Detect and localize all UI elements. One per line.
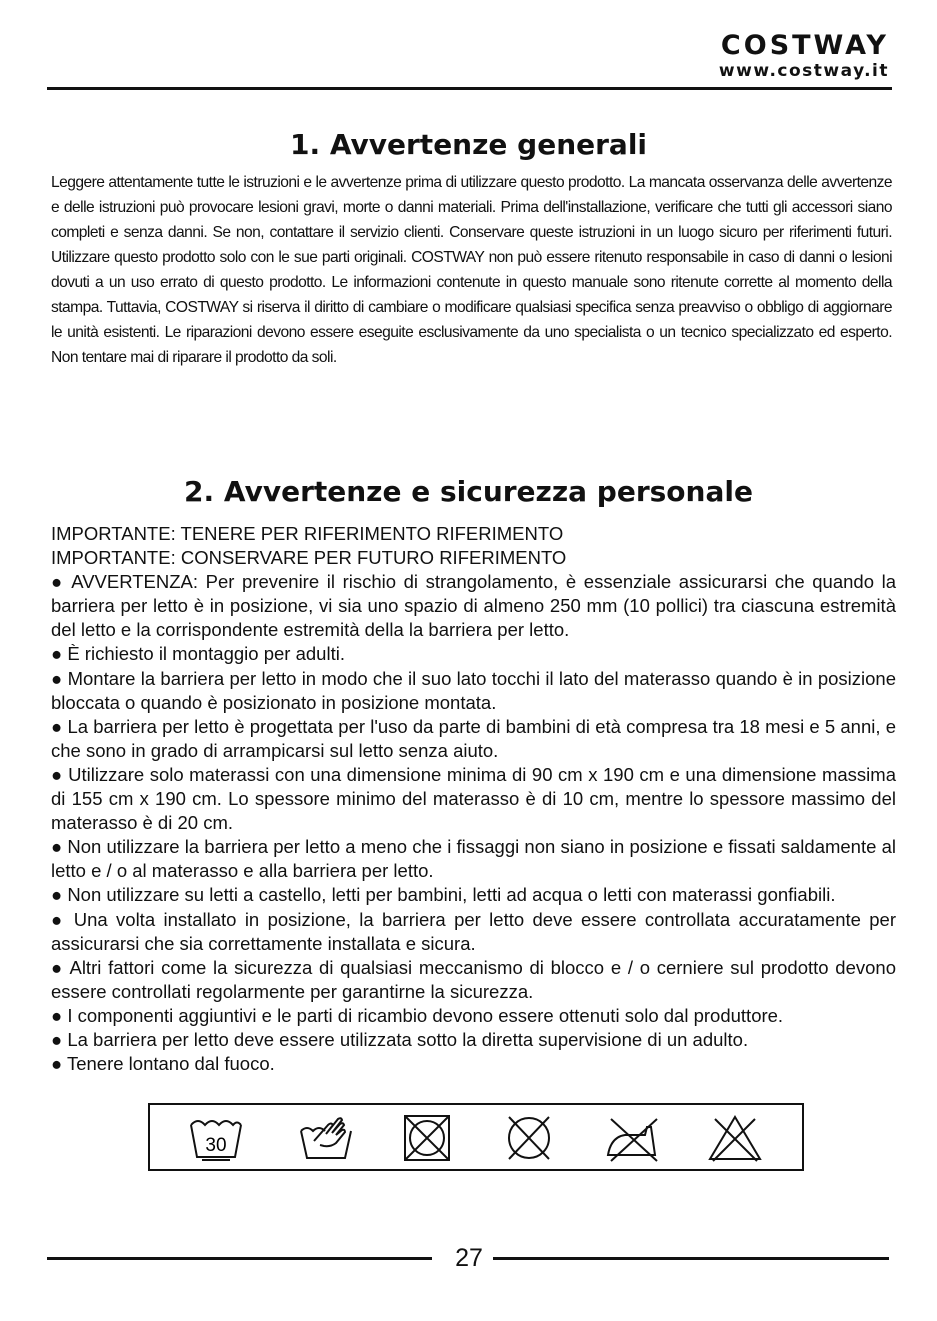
warning-spare-parts: ● I componenti aggiuntivi e le parti di ricambio devono essere ottenuti solo dal produttore. bbox=[51, 1004, 784, 1026]
warning-fixings: ● Non utilizzare la barriera per letto a meno che i fissaggi non siano in posizione e fissati saldamente al letto e / o al materasso e alla barriera per letto. bbox=[51, 836, 896, 882]
warning-strangulation: ● AVVERTENZA: Per prevenire il rischio di strangolamento, è essenziale assicurarsi che quando la barriera per letto è in posizione, vi sia uno spazio di almeno 250 mm (10 pollici) tra ciascuna estremità del letto e la corrispondente estremità della la barriera per letto. bbox=[51, 571, 896, 641]
warning-locking-mechanism: ● Altri fattori come la sicurezza di qualsiasi meccanismo di blocco e / o cerniere sul prodotto devono essere controllati regolarmente per garantirne la sicurezza. bbox=[51, 956, 896, 1002]
care-symbols-box bbox=[148, 1103, 804, 1171]
wash-temperature: 30 bbox=[205, 1135, 227, 1156]
section-2-title: 2. Avvertenze e sicurezza personale bbox=[184, 475, 753, 508]
page-number: 27 bbox=[455, 1244, 483, 1272]
wash-30-icon bbox=[188, 1113, 244, 1163]
no-iron-icon bbox=[603, 1113, 663, 1163]
warning-installation-check: ● Una volta installato in posizione, la barriera per letto deve essere controllata accuratamente per assicurarsi che sia correttamente installata e sicura. bbox=[51, 908, 896, 954]
warning-adult-assembly: ● È richiesto il montaggio per adulti. bbox=[51, 643, 345, 665]
warning-bed-types: ● Non utilizzare su letti a castello, letti per bambini, letti ad acqua o letti con materassi gonfiabili. bbox=[51, 884, 836, 906]
important-line-2: IMPORTANTE: CONSERVARE PER FUTURO RIFERIMENTO bbox=[51, 547, 567, 569]
header-divider bbox=[47, 87, 892, 90]
warning-supervision: ● La barriera per letto deve essere utilizzata sotto la diretta supervisione di un adulto. bbox=[51, 1028, 749, 1050]
important-line-1: IMPORTANTE: TENERE PER RIFERIMENTO RIFERIMENTO bbox=[51, 523, 564, 544]
brand-logo bbox=[719, 32, 889, 82]
warning-age-range: ● La barriera per letto è progettata per l'uso da parte di bambini di età compresa tra 18 mesi e 5 anni, e che sono in grado di arrampicarsi sul letto senza aiuto. bbox=[51, 715, 896, 761]
section-2-body bbox=[51, 522, 896, 1076]
warning-mattress-size: ● Utilizzare solo materassi con una dimensione minima di 90 cm x 190 cm e una dimensione massima di 155 cm x 190 cm. Lo spessore minimo del materasso è di 10 cm, mentre lo spessore massimo del materasso è di 20 cm. bbox=[51, 763, 896, 834]
brand-url: www.costway.it bbox=[718, 61, 889, 81]
no-bleach-icon bbox=[705, 1113, 765, 1163]
general-warnings-paragraph: Leggere attentamente tutte le istruzioni e le avvertenze prima di utilizzare questo prodotto. La mancata osservanza delle avvertenze e delle istruzioni può provocare lesioni gravi, morte o danni materiali. Prima dell'installazione, verificare che tutti gli accessori siano completi e senza danni. Se non, contattare il servizio clienti. Conservare queste istruzioni in un luogo sicuro per riferimenti futuri. Utilizzare questo prodotto solo con le sue parti originali. COSTWAY non può essere ritenuto responsabile in caso di danni o lesioni dovuti a un uso errato di questo prodotto. Le informazioni contenute in questo manuale sono ritenute corrette al momento della stampa. Tuttavia, COSTWAY si riserva il diritto di cambiare o modificare qualsiasi specifica senza preavviso o obbligo di aggiornare le unità esistenti. Le riparazioni devono essere eseguite esclusivamente da uno specialista o un tecnico specializzato ed esperto. Non tentare mai di riparare il prodotto da soli. bbox=[51, 174, 892, 366]
no-dry-clean-icon bbox=[502, 1113, 558, 1163]
warning-fire: ● Tenere lontano dal fuoco. bbox=[51, 1053, 275, 1075]
hand-wash-icon bbox=[298, 1113, 354, 1163]
brand-name: COSTWAY bbox=[720, 30, 889, 61]
footer-rule-left bbox=[47, 1257, 432, 1260]
section-1-body bbox=[51, 170, 892, 370]
section-1-title: 1. Avvertenze generali bbox=[289, 128, 648, 161]
no-tumble-dry-icon bbox=[400, 1113, 456, 1163]
footer-rule-right bbox=[493, 1257, 889, 1260]
warning-mounting: ● Montare la barriera per letto in modo che il suo lato tocchi il lato del materasso quando è in posizione bloccata o quando è posizionato in posizione montata. bbox=[51, 667, 896, 713]
